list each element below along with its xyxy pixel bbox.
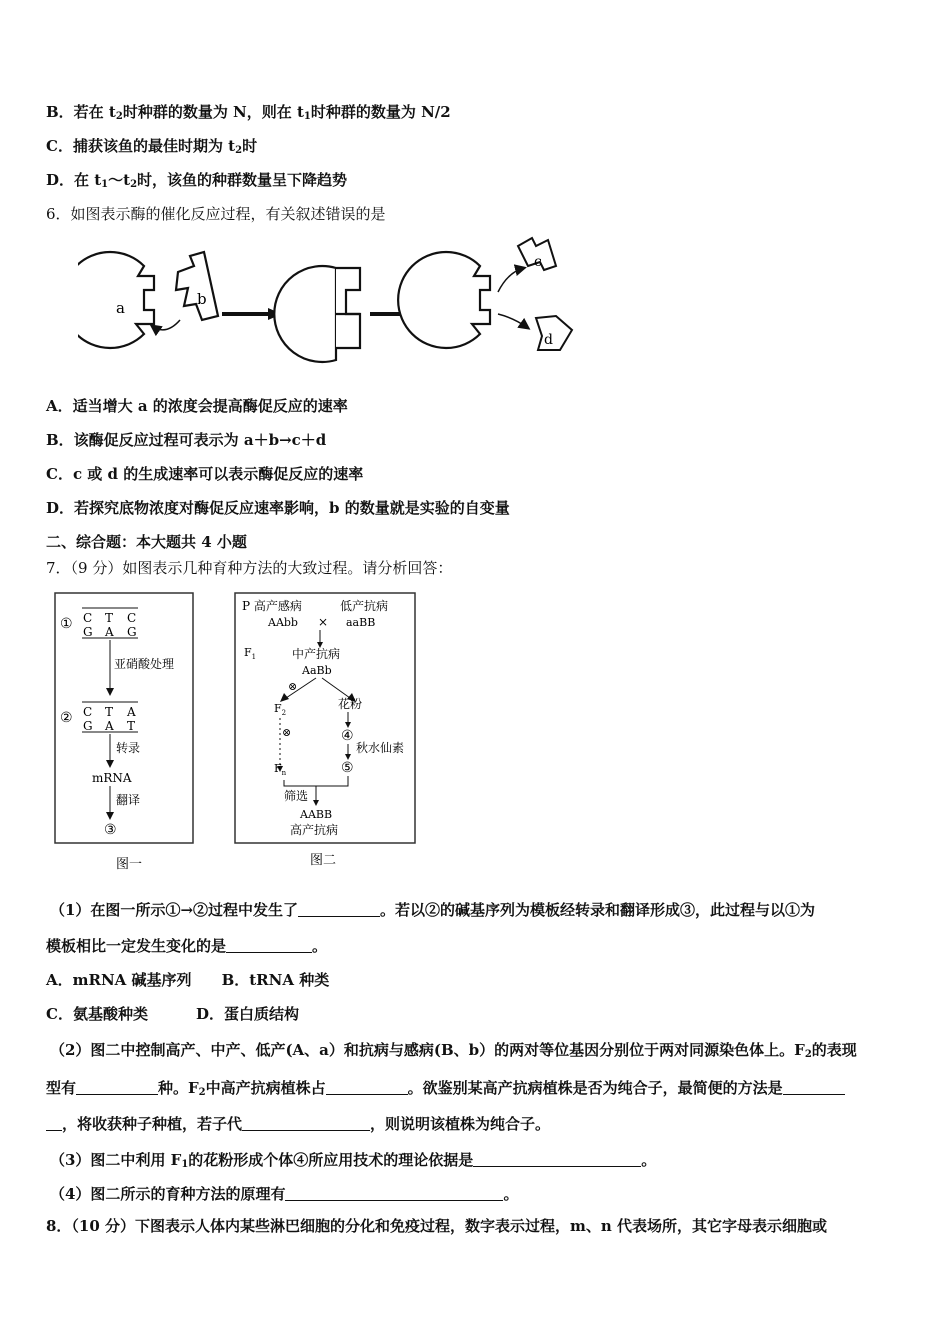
option-d: D．蛋白质结构	[195, 1005, 299, 1023]
answer-blank[interactable]	[298, 902, 380, 917]
substrate-b-shape	[176, 252, 218, 320]
text: 。	[312, 937, 328, 955]
q7-part1-line2	[46, 936, 327, 956]
base: T	[127, 719, 136, 733]
base: T	[105, 705, 114, 719]
answer-blank[interactable]	[76, 1080, 158, 1095]
q7-part3	[50, 1150, 656, 1175]
answer-blank[interactable]	[783, 1080, 845, 1095]
option-c: C．氨基酸种类	[46, 1005, 148, 1023]
text: （1）在图一所示①→②过程中发生了	[50, 901, 299, 919]
text: ，将收获种子种植，若子代	[62, 1115, 243, 1133]
fig1-caption: 图一	[116, 857, 143, 872]
text: 。欲鉴别某高产抗病植株是否为纯合子，最简便的方法是	[407, 1079, 783, 1097]
subscript: 2	[198, 1087, 206, 1098]
product-d-shape	[536, 316, 572, 350]
product-c-arrow	[498, 268, 524, 292]
answer-blank[interactable]	[226, 938, 312, 953]
text: 的表现	[811, 1041, 857, 1059]
subscript: 2	[235, 145, 243, 156]
subscript: 1	[181, 1159, 189, 1170]
fig1-top-row	[83, 611, 137, 639]
q5-option-b	[46, 102, 451, 127]
answer-blank[interactable]	[326, 1080, 408, 1095]
base: G	[83, 625, 93, 639]
binding-arrow	[152, 320, 180, 330]
subscript: 2	[130, 179, 138, 190]
fig2-screen: 筛选	[284, 789, 309, 803]
fig1-arrow-3-head	[106, 812, 114, 820]
text: 。	[503, 1185, 519, 1203]
figure-1	[54, 592, 196, 874]
text: （2）图二中控制高产、中产、低产(A、a）和抗病与感病(B、b）的两对等位基因分别位于两对同源染色体上。F	[50, 1041, 805, 1059]
base: T	[105, 611, 114, 625]
fig2-self-2: ⊗	[282, 726, 292, 739]
text: 的花粉形成个体④所应用技术的理论依据是	[188, 1151, 474, 1169]
product-d-arrow	[498, 314, 528, 328]
text: D．在 t	[46, 171, 102, 189]
text: 时种群的数量为 N，则在 t	[122, 103, 304, 121]
text: 。	[641, 1151, 657, 1169]
q7-part2-line3	[46, 1114, 550, 1134]
q7-options-row2	[46, 1004, 299, 1024]
fig2-f2: $F_2$	[274, 702, 287, 717]
text: 。若以②的碱基序列为模板经转录和翻译形成③，此过程与以①为	[380, 901, 816, 919]
fig2-f1: $F_1$	[244, 646, 257, 661]
q7-part2-line2	[46, 1078, 845, 1103]
text: 时，该鱼的种群数量呈下降趋势	[137, 171, 348, 189]
option-a: A．mRNA 碱基序列	[46, 971, 192, 989]
base: A	[105, 719, 114, 733]
fig1-step-1: 亚硝酸处理	[114, 657, 175, 671]
answer-blank[interactable]	[46, 1116, 62, 1131]
fig2-p-right: 低产抗病	[340, 599, 389, 613]
fig2-branch-left-head	[280, 693, 289, 702]
base: C	[83, 705, 93, 719]
figure-2	[234, 592, 418, 874]
q8-stem: 8．（10 分）下图表示人体内某些淋巴细胞的分化和免疫过程，数字表示过程，m、n 代表场所，其它字母表示细胞或	[46, 1217, 828, 1235]
q6-option-d: D．若探究底物浓度对酶促反应速率影响，b 的数量就是实验的自变量	[46, 499, 510, 517]
enzyme-diagram	[78, 232, 588, 370]
fig2-f1-pheno: 中产抗病	[292, 647, 341, 661]
fig2-result-geno: AABB	[300, 808, 333, 821]
q6-option-a: A．适当增大 a 的浓度会提高酶促反应的速率	[46, 397, 348, 415]
text: 型有	[46, 1079, 77, 1097]
subscript: 1	[101, 179, 109, 190]
figure-2-frame	[235, 593, 415, 843]
q5-option-c	[46, 136, 257, 161]
fig2-f1-geno: AaBb	[302, 664, 332, 677]
text: 模板相比一定发生变化的是	[46, 937, 227, 955]
base: C	[127, 611, 137, 625]
fig1-circle-3: ③	[104, 822, 117, 838]
q7-part1-line1	[50, 900, 815, 920]
fig2-cross: ×	[318, 615, 329, 629]
q5-option-d	[46, 170, 347, 195]
fig2-p-label: P 高产感病	[242, 599, 302, 613]
fig2-arrow-screen-head	[313, 800, 319, 806]
text: ～t	[108, 171, 131, 189]
text: （4）图二所示的育种方法的原理有	[50, 1185, 286, 1203]
text: （3）图二中利用 F	[50, 1151, 182, 1169]
label-a: a	[116, 299, 125, 317]
section-heading: 二、综合题：本大题共 4 小题	[46, 533, 247, 551]
base: G	[83, 719, 93, 733]
q7-options-row1	[46, 970, 329, 990]
fig2-join-line	[284, 776, 348, 786]
q7-part4	[50, 1184, 518, 1204]
label-d: d	[544, 332, 553, 348]
fig1-arrow-2-head	[106, 760, 114, 768]
q7-stem: 7．（9 分）如图表示几种育种方法的大致过程。请分析回答：	[46, 559, 453, 577]
base: C	[83, 611, 93, 625]
base: G	[127, 625, 137, 639]
fig1-step-3: 翻译	[116, 793, 141, 807]
fig2-caption: 图二	[310, 853, 337, 868]
text: 中高产抗病植株占	[205, 1079, 326, 1097]
label-b: b	[197, 290, 207, 308]
fig2-self-1: ⊗	[288, 680, 298, 693]
fig2-p-geno-left: AAbb	[268, 616, 298, 629]
text: 种。F	[158, 1079, 199, 1097]
text: 时	[242, 137, 258, 155]
fig2-branch-right	[322, 678, 350, 698]
q6-stem: 6．如图表示酶的催化反应过程，有关叙述错误的是	[46, 205, 386, 223]
fig2-fn: $F_n$	[274, 762, 287, 777]
text: C．捕获该鱼的最佳时期为 t	[46, 137, 236, 155]
fig1-arrow-1-head	[106, 688, 114, 696]
subscript: 2	[115, 111, 123, 122]
q6-option-b: B．该酶促反应过程可表示为 a＋b→c＋d	[46, 431, 327, 449]
q7-part2-line1	[50, 1040, 857, 1065]
complex-enzyme-shape	[274, 266, 336, 362]
fig1-mrna: mRNA	[92, 771, 132, 785]
subscript: 2	[804, 1049, 812, 1060]
text: ，则说明该植株为纯合子。	[370, 1115, 551, 1133]
free-enzyme-shape	[398, 252, 490, 348]
fig2-circle-4: ④	[341, 728, 354, 744]
base: A	[127, 705, 136, 719]
label-c: c	[534, 254, 542, 270]
text: B．若在 t	[46, 103, 116, 121]
answer-blank[interactable]	[242, 1116, 370, 1131]
subscript: 1	[303, 111, 311, 122]
q6-option-c: C．c 或 d 的生成速率可以表示酶促反应的速率	[46, 465, 364, 483]
complex-substrate-shape	[336, 268, 360, 348]
answer-blank[interactable]	[285, 1186, 503, 1201]
fig1-circle-2: ②	[60, 710, 73, 726]
fig2-colchicine: 秋水仙素	[356, 741, 405, 755]
answer-blank[interactable]	[473, 1152, 641, 1167]
fig2-result-pheno: 高产抗病	[290, 823, 339, 837]
option-b: B．tRNA 种类	[221, 971, 330, 989]
fig1-mutant-row	[83, 705, 136, 733]
fig2-p-geno-right: aaBB	[346, 616, 376, 629]
fig2-pollen: 花粉	[338, 697, 363, 711]
base: A	[105, 625, 114, 639]
fig1-circle-1: ①	[60, 616, 73, 632]
fig2-circle-5: ⑤	[341, 760, 354, 776]
text: 时种群的数量为 N/2	[310, 103, 451, 121]
fig1-step-2: 转录	[116, 741, 141, 755]
